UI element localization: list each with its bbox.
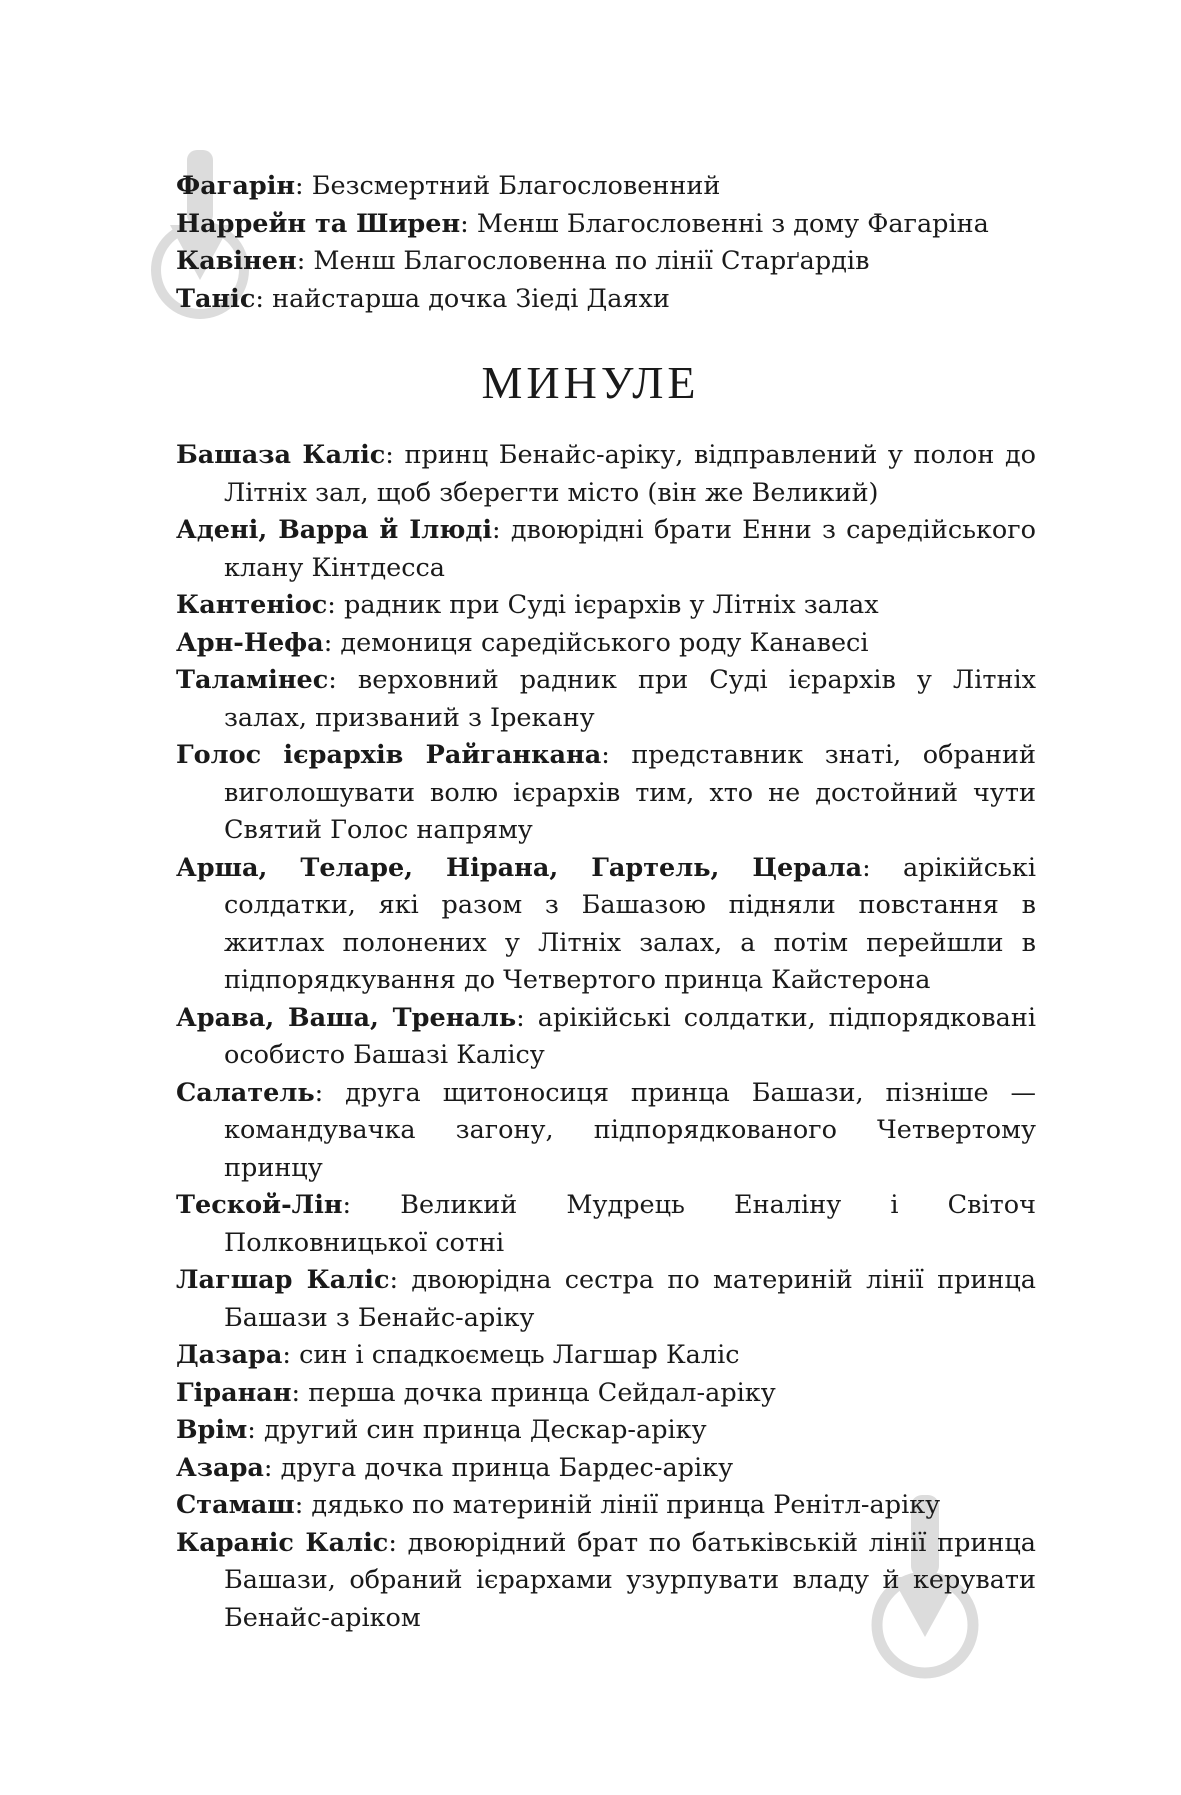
character-entry: Таніс: найстарша дочка Зіеді Даяхи: [176, 283, 670, 314]
character-entry: Караніс Каліс: двоюрідний брат по батьківській лінії принца Башази, обраний ієрархами узурпувати владу й керувати Бенайс-аріком: [176, 1527, 1036, 1633]
character-description: принц Бенайс-аріку, відправлений у полон до Літніх зал, щоб зберегти місто (він же Великий): [224, 440, 1036, 508]
character-name: Арава, Ваша, Треналь: [176, 1002, 517, 1033]
character-name: Караніс Каліс: [176, 1527, 389, 1558]
character-name: Арша, Теларе, Нірана, Гартель, Церала: [176, 852, 863, 883]
character-entry: Фагарін: Безсмертний Благословенний: [176, 171, 721, 201]
character-name: Башаза Каліс: [176, 440, 386, 470]
character-name: Стамаш: [176, 1490, 295, 1520]
character-name: Азара: [176, 1452, 264, 1483]
character-description: друга щитоносиця принца Башази, пізніше — командувачка загону, підпорядкованого Четвертому принцу: [224, 1077, 1036, 1183]
character-entry: Салатель: друга щитоносиця принца Башази, пізніше — командувачка загону, підпорядкованого Четвертому принцу: [176, 1077, 1036, 1183]
character-name: Теской-Лін: [176, 1190, 343, 1220]
character-entry: Таламінес: верховний радник при Суді ієрархів у Літніх залах, призваний з Ірекану: [176, 665, 1036, 733]
character-description: верховний радник при Суді ієрархів у Літніх залах, призваний з Ірекану: [224, 665, 1036, 733]
character-description: Менш Благословенна по лінії Старґардів: [313, 246, 870, 276]
character-description: Великий Мудрець Еналіну і Світоч Полковницької сотні: [224, 1190, 1036, 1258]
character-name: Адені, Варра й Ілюді: [176, 515, 493, 545]
character-entry: Кавінен: Менш Благословенна по лінії Старґардів: [176, 246, 870, 276]
present-characters-list: [176, 168, 1036, 318]
character-entry: Стамаш: дядько по материній лінії принца Ренітл-аріку: [176, 1490, 941, 1520]
character-name: Врім: [176, 1415, 248, 1445]
character-entry: Адені, Варра й Ілюді: двоюрідні брати Енни з саредійського клану Кінтдесса: [176, 515, 1036, 583]
character-entry: Арша, Теларе, Нірана, Гартель, Церала: арікійські солдатки, які разом з Башазою підняли повстання в житлах полонених у Літніх залах, а потім перейшли в підпорядкування до Четвертого принца Кайстерона: [176, 852, 1036, 995]
character-entry: Врім: другий син принца Дескар-аріку: [176, 1415, 707, 1445]
character-description: арікійські солдатки, які разом з Башазою підняли повстання в житлах полонених у Літніх залах, а потім перейшли в підпорядкування до Четвертого принца Кайстерона: [224, 852, 1036, 995]
character-name: Таламінес: [176, 665, 329, 695]
character-entry: Теской-Лін: Великий Мудрець Еналіну і Світоч Полковницької сотні: [176, 1190, 1036, 1258]
character-name: Таніс: [176, 283, 256, 314]
character-description: дядько по материній лінії принца Ренітл-аріку: [311, 1490, 941, 1520]
character-description: найстарша дочка Зіеді Даяхи: [272, 283, 670, 314]
character-description: арікійські солдатки, підпорядковані особисто Башазі Калісу: [224, 1002, 1036, 1070]
character-entry: Азара: друга дочка принца Бардес-аріку: [176, 1452, 734, 1483]
character-name: Голос ієрархів Райганкана: [176, 740, 602, 770]
character-description: двоюрідний брат по батьківській лінії принца Башази, обраний ієрархами узурпувати владу й керувати Бенайс-аріком: [224, 1527, 1036, 1633]
character-name: Лагшар Каліс: [176, 1265, 390, 1295]
character-description: перша дочка принца Сейдал-аріку: [308, 1377, 776, 1408]
character-name: Арн-Нефа: [176, 627, 324, 658]
character-description: представник знаті, обраний виголошувати волю ієрархів тим, хто не достойний чути Святий Голос напряму: [224, 740, 1036, 845]
character-description: друга дочка принца Бардес-аріку: [280, 1452, 734, 1483]
character-entry: Арн-Нефа: демониця саредійського роду Канавесі: [176, 627, 869, 658]
section-title: МИНУЛЕ: [481, 357, 700, 408]
character-description: син і спадкоємець Лагшар Каліс: [299, 1340, 740, 1370]
character-entry: Башаза Каліс: принц Бенайс-аріку, відправлений у полон до Літніх зал, щоб зберегти місто (він же Великий): [176, 440, 1036, 508]
character-entry: Кантеніос: радник при Суді ієрархів у Літніх залах: [176, 590, 879, 620]
character-name: Фагарін: [176, 171, 296, 201]
character-name: Салатель: [176, 1077, 315, 1108]
character-entry: Дазара: син і спадкоємець Лагшар Каліс: [176, 1340, 740, 1370]
character-description: демониця саредійського роду Канавесі: [340, 627, 869, 658]
character-description: Безсмертний Благословенний: [311, 171, 721, 201]
character-description: Менш Благословенні з дому Фагаріна: [476, 208, 989, 239]
character-description: двоюрідні брати Енни з саредійського клану Кінтдесса: [224, 515, 1036, 583]
character-name: Кавінен: [176, 246, 297, 276]
character-description: двоюрідна сестра по материній лінії принца Башази з Бенайс-аріку: [224, 1265, 1036, 1333]
character-name: Дазара: [176, 1340, 283, 1370]
character-entry: Арава, Ваша, Треналь: арікійські солдатки, підпорядковані особисто Башазі Калісу: [176, 1002, 1036, 1070]
character-entry: Гіранан: перша дочка принца Сейдал-аріку: [176, 1377, 776, 1408]
character-description: другий син принца Дескар-аріку: [263, 1415, 707, 1445]
character-entry: Голос ієрархів Райганкана: представник знаті, обраний виголошувати волю ієрархів тим, хто не достойний чути Святий Голос напряму: [176, 740, 1036, 845]
character-entry: Лагшар Каліс: двоюрідна сестра по материній лінії принца Башази з Бенайс-аріку: [176, 1265, 1036, 1333]
character-entry: Наррейн та Ширен: Менш Благословенні з дому Фагаріна: [176, 208, 989, 239]
character-name: Наррейн та Ширен: [176, 208, 461, 239]
character-name: Гіранан: [176, 1377, 292, 1408]
past-characters-list: [176, 437, 1036, 1637]
character-name: Кантеніос: [176, 590, 328, 620]
character-description: радник при Суді ієрархів у Літніх залах: [344, 590, 879, 620]
